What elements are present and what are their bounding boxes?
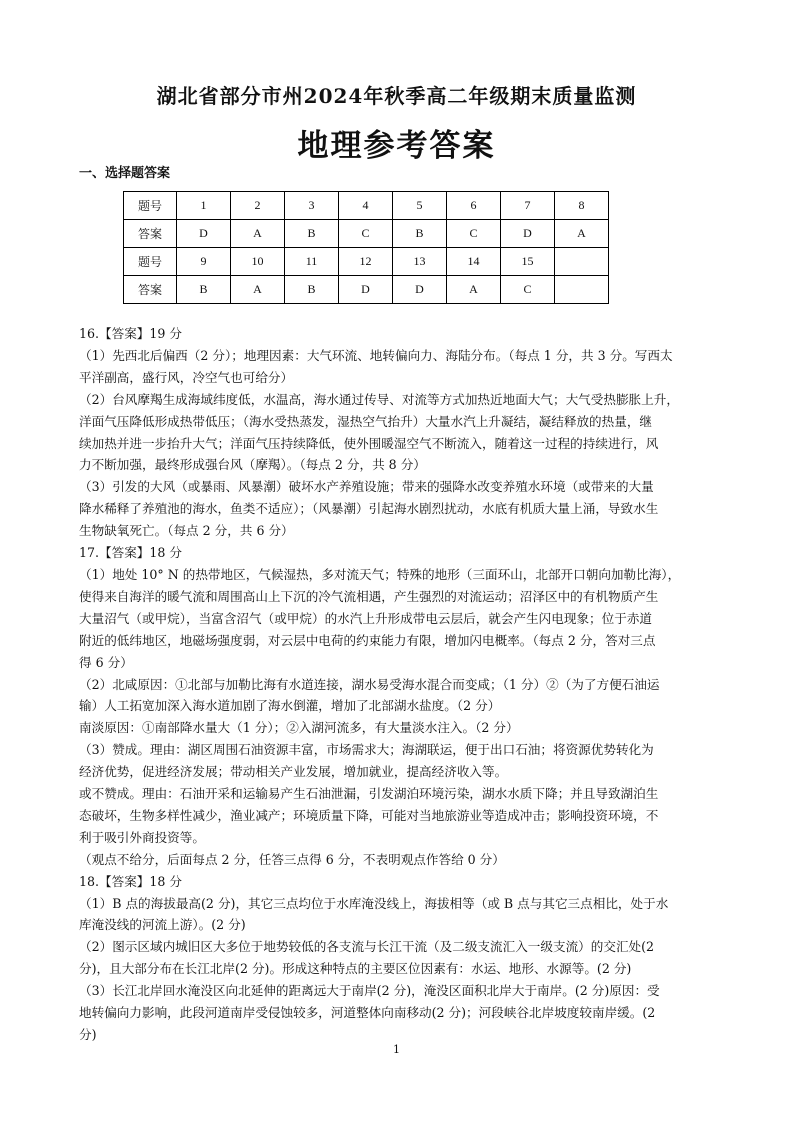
table-cell: B	[285, 276, 339, 304]
table-cell: 9	[177, 248, 231, 276]
answer-table	[123, 191, 609, 304]
text-line: （3）长江北岸回水淹没区向北延伸的距离远大于南岸(2 分)，淹没区面积北岸大于南岸。(2 分)原因：受	[79, 983, 660, 999]
table-cell: 3	[285, 192, 339, 220]
table-cell: D	[393, 276, 447, 304]
table-cell: 7	[501, 192, 555, 220]
section-heading-multiple-choice: 一、选择题答案	[79, 166, 171, 181]
text-line: 降水稀释了养殖池的海水，鱼类不适应）；（风暴潮）引起海水剧烈扰动，水底有机质大量上涌，导致水生	[79, 501, 659, 517]
text-line: （3）引发的大风（或暴雨、风暴潮）破坏水产养殖设施；带来的强降水改变养殖水环境（或带来的大量	[79, 479, 654, 495]
text-line: （1）地处 10° N 的热带地区，气候湿热，多对流天气；特殊的地形（三面环山，北部开口朝向加勒比海），	[79, 566, 681, 582]
page-number: 1	[393, 1043, 400, 1056]
table-cell: 1	[177, 192, 231, 220]
text-line: 输）人工拓宽加深入海水道加剧了海水倒灌，增加了北部湖水盐度。（2 分）	[79, 698, 501, 714]
table-cell: 2	[231, 192, 285, 220]
table-cell: D	[501, 220, 555, 248]
answer-key-title: 地理参考答案	[297, 128, 496, 164]
text-line: 分)	[79, 1027, 97, 1042]
table-cell: C	[339, 220, 393, 248]
text-line: （2）图示区域内城旧区大多位于地势较低的各支流与长江干流（及二级支流汇入一级支流）的交汇处(2	[79, 939, 655, 955]
text-line: 生物缺氧死亡。（每点 2 分，共 6 分）	[79, 523, 294, 539]
text-line: 地转偏向力影响，此段河道南岸受侵蚀较多，河道整体向南移动(2 分)；河段峡谷北岸坡度较南岸缓。(2	[79, 1005, 656, 1021]
table-cell: A	[447, 276, 501, 304]
table-cell: C	[447, 220, 501, 248]
table-cell: A	[231, 220, 285, 248]
table-cell: 13	[393, 248, 447, 276]
table-cell: 4	[339, 192, 393, 220]
text-line: 南淡原因：①南部降水量大（1 分）；②入湖河流多，有大量淡水注入。（2 分）	[79, 720, 519, 736]
table-cell: A	[555, 220, 609, 248]
text-line: 18.【答案】18 分	[79, 873, 183, 889]
text-line: （3）赞成。理由：湖区周围石油资源丰富，市场需求大；海湖联运，便于出口石油；将资源优势转化为	[79, 742, 654, 758]
table-cell	[555, 276, 609, 304]
table-cell: B	[285, 220, 339, 248]
table-cell: 14	[447, 248, 501, 276]
table-row	[124, 276, 609, 304]
text-line: 平洋副高，盛行风，冷空气也可给分）	[79, 369, 294, 385]
answer-body	[79, 323, 719, 1046]
table-cell: D	[177, 220, 231, 248]
text-line: （1）先西北后偏西（2 分）；地理因素：大气环流、地转偏向力、海陆分布。（每点 1 分，共 3 分。写西太	[79, 347, 673, 363]
text-line: 态破坏，生物多样性减少，渔业减产；环境质量下降，可能对当地旅游业等造成冲击；影响投资环境，不	[79, 807, 659, 823]
table-cell: 5	[393, 192, 447, 220]
row-header-cell: 题号	[124, 248, 177, 276]
text-line: 使得来自海洋的暖气流和周围高山上下沉的冷气流相遇，产生强烈的对流运动；沼泽区中的有机物质产生	[79, 588, 659, 604]
text-line: 大量沼气（或甲烷），当富含沼气（或甲烷）的水汽上升形成带电云层后，就会产生闪电现象；位于赤道	[79, 610, 653, 626]
text-line: 经济优势，促进经济发展；带动相关产业发展，增加就业，提高经济收入等。	[79, 764, 508, 780]
table-cell: D	[339, 276, 393, 304]
table-cell: 15	[501, 248, 555, 276]
text-line: （1）B 点的海拔最高(2 分)，其它三点均位于水库淹没线上，海拔相等（或 B 点与其它三点相比，处于水	[79, 895, 669, 911]
text-line: 库淹没线的河流上游）。(2 分)	[79, 917, 246, 933]
text-line: 16.【答案】19 分	[79, 326, 183, 341]
table-row	[124, 220, 609, 248]
text-line: 附近的低纬地区，地磁场强度弱，对云层中电荷的约束能力有限，增加闪电概率。（每点 2 分，答对三点	[79, 632, 656, 648]
table-cell: 6	[447, 192, 501, 220]
table-cell: 10	[231, 248, 285, 276]
table-cell: A	[231, 276, 285, 304]
text-line: 续加热并进一步抬升大气；洋面气压持续降低，使外围暖湿空气不断流入，随着这一过程的持续进行，风	[79, 435, 659, 451]
text-line: 力不断加强，最终形成强台风（摩羯）。（每点 2 分，共 8 分）	[79, 457, 426, 473]
table-cell: C	[501, 276, 555, 304]
table-cell: 12	[339, 248, 393, 276]
table-cell: 8	[555, 192, 609, 220]
table-cell: 11	[285, 248, 339, 276]
row-header-cell: 答案	[124, 220, 177, 248]
table-row	[124, 192, 609, 220]
table-cell: B	[393, 220, 447, 248]
table-row	[124, 248, 609, 276]
text-line: （2）台风摩羯生成海域纬度低，水温高，海水通过传导、对流等方式加热近地面大气；大气受热膨胀上升，	[79, 391, 679, 407]
text-line: 洋面气压降低形成热带低压；（海水受热蒸发，湿热空气抬升）大量水汽上升凝结，凝结释放的热量，继	[79, 413, 653, 429]
table-cell	[555, 248, 609, 276]
text-line: （观点不给分，后面每点 2 分，任答三点得 6 分，不表明观点作答给 0 分）	[79, 851, 505, 867]
text-line: 或不赞成。理由：石油开采和运输易产生石油泄漏，引发湖泊环境污染，湖水水质下降；并且导致湖泊生	[79, 786, 659, 802]
table-cell: B	[177, 276, 231, 304]
row-header-cell: 题号	[124, 192, 177, 220]
exam-title: 湖北省部分市州2024年秋季高二年级期末质量监测	[156, 84, 637, 108]
row-header-cell: 答案	[124, 276, 177, 304]
text-line: 17.【答案】18 分	[79, 545, 183, 561]
text-line: （2）北咸原因：①北部与加勒比海有水道连接，湖水易受海水混合而变咸；（1 分）②（为了方便石油运	[79, 676, 660, 692]
text-line: 分)，且大部分布在长江北岸(2 分)。形成这种特点的主要区位因素有：水运、地形、水源等。(2 分)	[79, 961, 632, 977]
text-line: 得 6 分）	[79, 654, 133, 670]
text-line: 利于吸引外商投资等。	[79, 829, 205, 845]
